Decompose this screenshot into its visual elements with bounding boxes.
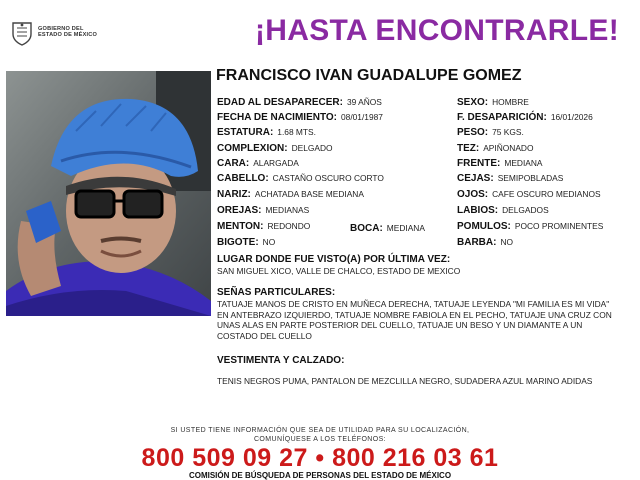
field-ojos-value: CAFE OSCURO MEDIANOS — [492, 189, 601, 199]
field-nariz-label: NARIZ: — [217, 189, 251, 200]
field-edad-value: 39 AÑOS — [346, 97, 382, 107]
field-boca — [350, 222, 425, 235]
field-frente-value: MEDIANA — [504, 158, 543, 168]
field-fecha-nac — [217, 111, 383, 124]
field-orejas-label: OREJAS: — [217, 205, 262, 216]
field-fecha-nac-value: 08/01/1987 — [341, 112, 383, 122]
field-estatura — [217, 126, 316, 139]
field-menton-label: MENTON: — [217, 221, 264, 232]
field-labios-value: DELGADOS — [502, 205, 549, 215]
field-orejas-value: MEDIANAS — [265, 205, 310, 215]
field-barba-label: BARBA: — [457, 237, 497, 248]
field-complexion-label: COMPLEXION: — [217, 143, 288, 154]
phone-numbers: 800 509 09 27 • 800 216 03 61 — [141, 444, 499, 472]
government-logo — [10, 20, 120, 48]
field-peso — [457, 126, 524, 139]
field-sexo — [457, 96, 529, 109]
field-pomulos — [457, 220, 603, 233]
field-fecha-nac-label: FECHA DE NACIMIENTO: — [217, 112, 337, 123]
field-cabello-label: CABELLO: — [217, 173, 269, 184]
field-pomulos-label: POMULOS: — [457, 221, 511, 232]
field-nariz — [217, 188, 364, 201]
logo-line2: ESTADO DE MÉXICO — [38, 32, 98, 39]
field-cara-label: CARA: — [217, 158, 250, 169]
footer-note-line1: SI USTED TIENE INFORMACIÓN QUE SEA DE UTILIDAD PARA SU LOCALIZACIÓN, — [170, 427, 470, 434]
field-cabello — [217, 172, 384, 185]
field-complexion — [217, 142, 333, 155]
field-barba — [457, 236, 513, 249]
field-cejas — [457, 172, 563, 185]
person-name: FRANCISCO IVAN GUADALUPE GOMEZ — [216, 67, 522, 84]
footer-note-line2: COMUNÍQUESE A LOS TELÉFONOS: — [253, 436, 387, 443]
field-complexion-value: DELGADO — [291, 143, 333, 153]
missing-person-photo — [6, 71, 211, 316]
clothing-title: VESTIMENTA Y CALZADO: — [217, 355, 345, 366]
field-pomulos-value: POCO PROMINENTES — [514, 221, 604, 231]
field-estatura-value: 1.68 MTS. — [277, 127, 316, 137]
logo-line1: GOBIERNO DEL — [38, 26, 84, 32]
field-labios — [457, 204, 549, 217]
marks-text: TATUAJE MANOS DE CRISTO EN MUÑECA DERECHA, TATUAJE LEYENDA "MI FAMILIA ES MI VIDA" EN ANTEBRAZO IZQUIERDO, TATUAJE NOMBRE FABIOLA EN EL PECHO, TATUAJE UNA CRUZ CON UNAS ALAS EN PARTE POSTERIOR DEL CUELLO, TATUAJE UN BESO Y UN DIAMANTE A UN COSTADO DEL CUELLO — [217, 299, 612, 341]
field-cejas-value: SEMIPOBLADAS — [497, 173, 564, 183]
field-menton — [217, 220, 310, 233]
field-ojos-label: OJOS: — [457, 189, 489, 200]
field-peso-label: PESO: — [457, 127, 489, 138]
field-ojos — [457, 188, 601, 201]
state-shield-icon — [10, 20, 34, 46]
header — [0, 0, 640, 66]
field-bigote-value: NO — [262, 237, 276, 247]
field-tez-label: TEZ: — [457, 143, 480, 154]
field-tez-value: APIÑONADO — [483, 143, 534, 153]
commission-name: COMISIÓN DE BÚSQUEDA DE PERSONAS DEL ESTADO DE MÉXICO — [188, 471, 452, 480]
field-bigote-label: BIGOTE: — [217, 237, 259, 248]
field-cara — [217, 157, 299, 170]
field-cejas-label: CEJAS: — [457, 173, 494, 184]
field-nariz-value: ACHATADA BASE MEDIANA — [254, 189, 364, 199]
field-cara-value: ALARGADA — [253, 158, 299, 168]
field-menton-value: REDONDO — [267, 221, 311, 231]
field-frente — [457, 157, 543, 170]
field-tez — [457, 142, 533, 155]
field-boca-value: MEDIANA — [386, 223, 425, 233]
field-f-desap — [457, 111, 593, 124]
last-seen-title: LUGAR DONDE FUE VISTO(A) POR ÚLTIMA VEZ: — [217, 254, 451, 265]
field-edad-label: EDAD AL DESAPARECER: — [217, 97, 343, 108]
last-seen-text: SAN MIGUEL XICO, VALLE DE CHALCO, ESTADO DE MEXICO — [217, 266, 461, 276]
field-peso-value: 75 KGS. — [492, 127, 524, 137]
field-cabello-value: CASTAÑO OSCURO CORTO — [272, 173, 384, 183]
marks-title: SEÑAS PARTICULARES: — [217, 287, 336, 298]
field-edad — [217, 96, 382, 109]
field-orejas — [217, 204, 309, 217]
field-f-desap-label: F. DESAPARICIÓN: — [457, 112, 547, 123]
field-labios-label: LABIOS: — [457, 205, 499, 216]
field-estatura-label: ESTATURA: — [217, 127, 274, 138]
clothing-text: TENIS NEGROS PUMA, PANTALON DE MEZCLILLA NEGRO, SUDADERA AZUL MARINO ADIDAS — [217, 376, 593, 386]
field-barba-value: NO — [500, 237, 514, 247]
field-bigote — [217, 236, 275, 249]
field-sexo-label: SEXO: — [457, 97, 489, 108]
field-f-desap-value: 16/01/2026 — [550, 112, 593, 122]
field-frente-label: FRENTE: — [457, 158, 501, 169]
field-sexo-value: HOMBRE — [492, 97, 529, 107]
headline: ¡HASTA ENCONTRARLE! — [255, 14, 620, 47]
field-boca-label: BOCA: — [350, 223, 383, 234]
